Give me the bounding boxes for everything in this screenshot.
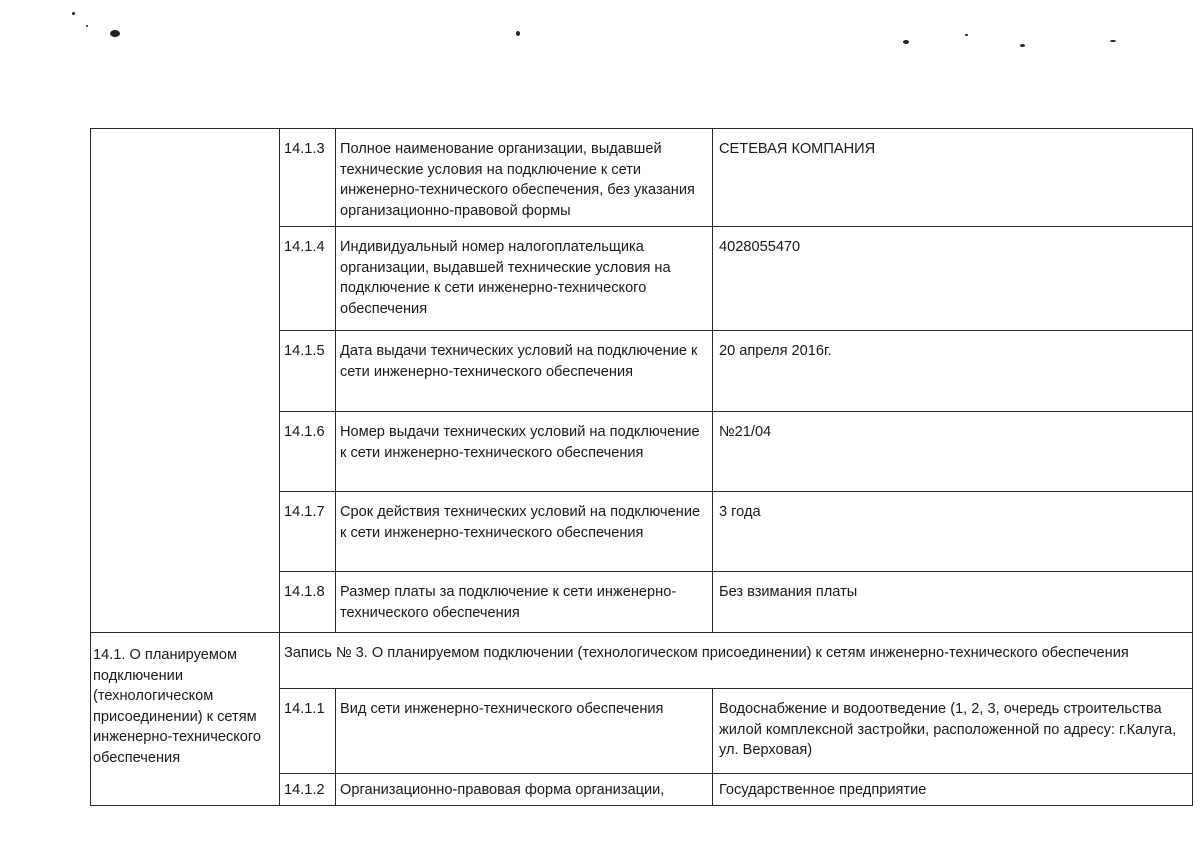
scan-speck bbox=[110, 30, 120, 37]
item-number: 14.1.6 bbox=[280, 412, 336, 492]
item-number: 14.1.3 bbox=[280, 129, 336, 227]
item-label: Организационно-правовая форма организации, bbox=[336, 774, 713, 806]
scan-speck bbox=[86, 25, 88, 27]
item-label: Вид сети инженерно-технического обеспечения bbox=[336, 689, 713, 774]
item-value: Водоснабжение и водоотведение (1, 2, 3, очередь строительства жилой комплексной застройки, расположенной по адресу: г.Калуга, ул. Верховая) bbox=[713, 689, 1193, 774]
section-title: 14.1. О планируемом подключении (технологическом присоединении) к сетям инженерно-технического обеспечения bbox=[93, 647, 262, 766]
table-row bbox=[91, 129, 1193, 227]
item-value: 3 года bbox=[713, 492, 1193, 572]
item-label: Срок действия технических условий на подключение к сети инженерно-технического обеспечения bbox=[336, 492, 713, 572]
item-value: Государственное предприятие bbox=[713, 774, 1193, 806]
scan-speck bbox=[1110, 40, 1116, 42]
item-value: 4028055470 bbox=[713, 227, 1193, 331]
item-number: 14.1.5 bbox=[280, 331, 336, 412]
scan-speck bbox=[72, 12, 75, 15]
item-label: Дата выдачи технических условий на подключение к сети инженерно-технического обеспечения bbox=[336, 331, 713, 412]
scan-speck bbox=[1020, 44, 1025, 47]
scan-speck bbox=[965, 34, 968, 36]
item-label: Полное наименование организации, выдавшей технические условия на подключение к сети инженерно-технического обеспечения, без указания организационно-правовой формы bbox=[336, 129, 713, 227]
item-number: 14.1.4 bbox=[280, 227, 336, 331]
scan-speck bbox=[516, 31, 520, 36]
item-value: №21/04 bbox=[713, 412, 1193, 492]
item-number: 14.1.1 bbox=[280, 689, 336, 774]
item-label: Размер платы за подключение к сети инженерно-технического обеспечения bbox=[336, 572, 713, 633]
section-title-cell bbox=[91, 633, 280, 806]
record-header-cell bbox=[280, 633, 1193, 689]
table-row bbox=[91, 633, 1193, 689]
record-header: Запись № 3. О планируемом подключении (технологическом присоединении) к сетям инженерно-технического обеспечения bbox=[284, 645, 1129, 661]
blank-section-cell bbox=[91, 129, 280, 633]
item-value: Без взимания платы bbox=[713, 572, 1193, 633]
item-value: 20 апреля 2016г. bbox=[713, 331, 1193, 412]
item-label: Номер выдачи технических условий на подключение к сети инженерно-технического обеспечения bbox=[336, 412, 713, 492]
document-table bbox=[90, 128, 1193, 806]
item-number: 14.1.2 bbox=[280, 774, 336, 806]
item-number: 14.1.7 bbox=[280, 492, 336, 572]
scan-speck bbox=[903, 40, 909, 44]
item-value: СЕТЕВАЯ КОМПАНИЯ bbox=[713, 129, 1193, 227]
item-label: Индивидуальный номер налогоплательщика организации, выдавшей технические условия на подключение к сети инженерно-технического обеспечения bbox=[336, 227, 713, 331]
item-number: 14.1.8 bbox=[280, 572, 336, 633]
